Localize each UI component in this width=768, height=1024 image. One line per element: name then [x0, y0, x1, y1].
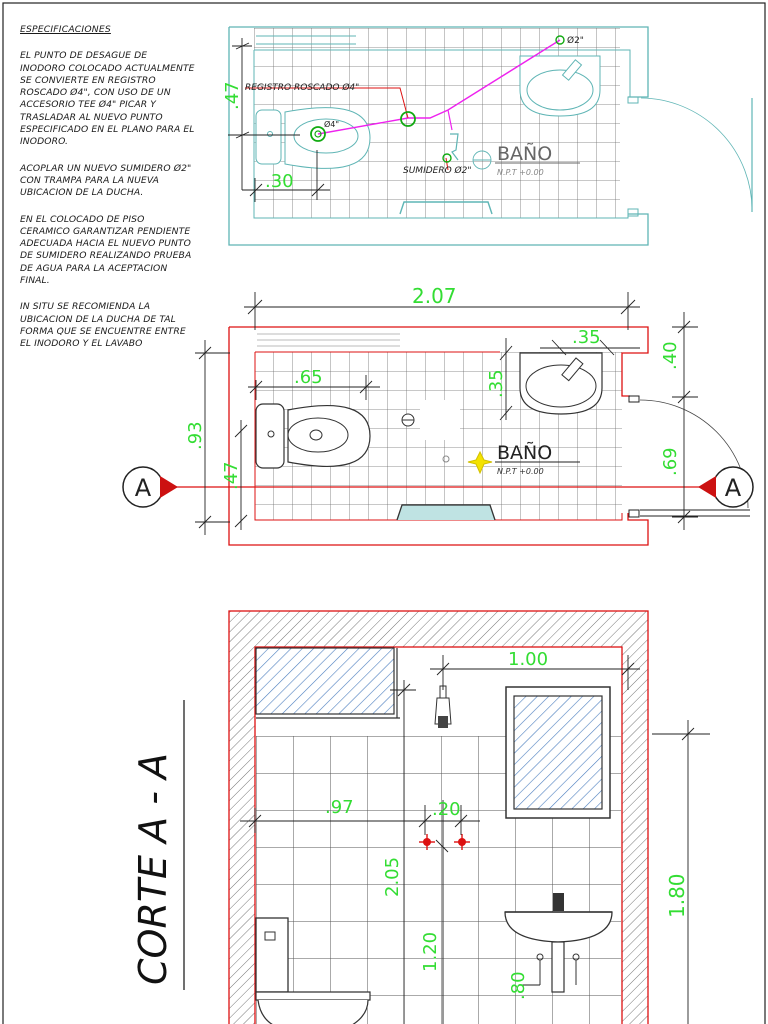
- room-name-top: BAÑO: [497, 143, 553, 165]
- upper-glass-panel: [256, 648, 394, 714]
- note-paragraph-3: EN EL COLOCADO DE PISO CERAMICO GARANTIZAR PENDIENTE ADECUADA HACIA EL NUEVO PUNTO DE SUMIDERO REALIZANDO PRUEBA DE AGUA PARA LA ACEPTACION FINAL.: [20, 213, 192, 287]
- svg-text:A: A: [724, 474, 742, 502]
- dim-080: .80: [508, 971, 529, 1000]
- sink-icon: [520, 56, 600, 116]
- section-title: CORTE A - A: [131, 752, 175, 985]
- dim-180: 1.80: [665, 873, 689, 918]
- note-paragraph-4: IN SITU SE RECOMIENDA LA UBICACION DE LA DUCHA DE TAL FORMA QUE SE ENCUENTRE ENTRE EL INODORO Y EL LAVABO: [20, 301, 186, 350]
- door-swing-arc-top: [641, 98, 752, 212]
- level-top: N.P.T +0.00: [497, 168, 544, 177]
- dim-total-width: 2.07: [412, 284, 457, 308]
- dim-top-horizontal: .30: [265, 171, 294, 192]
- window-glass: [514, 696, 602, 809]
- dim-120: 1.20: [420, 931, 441, 972]
- label-pipe-2: Ø2": [567, 36, 584, 46]
- section-a-a: [131, 611, 710, 1024]
- toilet-icon-mid: [256, 404, 370, 468]
- label-registro: REGISTRO ROSCADO Ø4": [245, 83, 360, 93]
- dim-020: .20: [432, 799, 461, 820]
- shower-bar-mid: [397, 505, 495, 520]
- plan-mid: [123, 284, 753, 545]
- dim-window-width: 1.00: [508, 649, 549, 670]
- section-marker-left: [123, 467, 178, 507]
- section-marker-right: [698, 467, 753, 507]
- dim-right-door: .69: [660, 447, 681, 476]
- dim-height-lower: .47: [221, 461, 242, 490]
- dim-right-top: .40: [660, 341, 681, 370]
- note-paragraph-1: EL PUNTO DE DESAGUE DE INODORO COLOCADO ACTUALMENTE SE CONVIERTE EN REGISTRO ROSCADO Ø4", CON USO DE UN ACCESORIO TEE Ø4" PICAR Y TRASLADAR AL NUEVO PUNTO ESPECIFICADO EN EL PLANO PARA EL INODORO.: [20, 50, 195, 148]
- plan-top: [222, 27, 752, 245]
- dim-toilet-offset: .65: [294, 367, 323, 388]
- label-toilet-pipe: Ø4": [324, 120, 340, 129]
- dim-height-total: .93: [185, 421, 206, 450]
- room-name-mid: BAÑO: [497, 442, 553, 464]
- dim-097: .97: [325, 797, 354, 818]
- note-paragraph-2: ACOPLAR UN NUEVO SUMIDERO Ø2" CON TRAMPA PARA LA NUEVA UBICACION DE LA DUCHA.: [20, 162, 192, 199]
- level-mid: N.P.T +0.00: [497, 467, 544, 476]
- svg-text:A: A: [134, 474, 152, 502]
- notes-heading: ESPECIFICACIONES: [20, 24, 111, 35]
- dim-205: 2.05: [382, 856, 403, 897]
- sink-icon-mid: [520, 353, 602, 414]
- dim-lav-depth: .35: [486, 369, 507, 398]
- dim-top-vertical: .47: [222, 81, 243, 110]
- dim-lav-width: .35: [572, 327, 601, 348]
- label-sumidero: SUMIDERO Ø2": [403, 166, 472, 176]
